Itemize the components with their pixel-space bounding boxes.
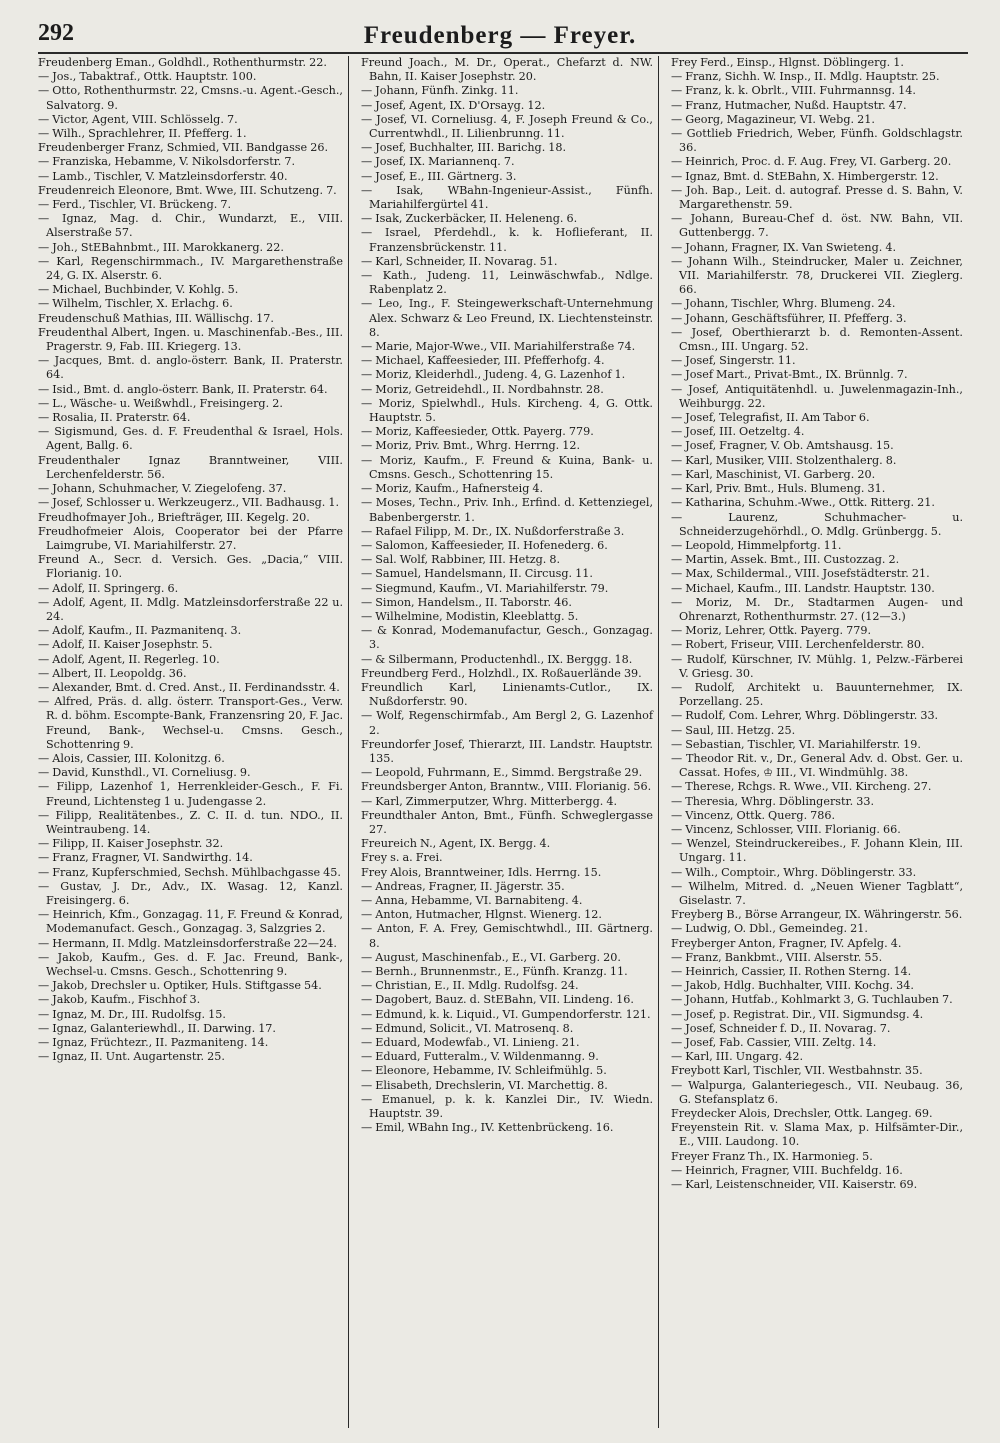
directory-entry: — Johann, Tischler, Whrg. Blumeng. 24.	[671, 297, 896, 311]
columns	[38, 56, 968, 1428]
directory-entry: — Karl, Maschinist, VI. Garberg. 20.	[671, 467, 876, 481]
directory-entry: — August, Maschinenfab., E., VI. Garberg. 20.	[361, 950, 621, 964]
directory-entry: — Edmund, Solicit., VI. Matrosenq. 8.	[361, 1021, 574, 1035]
directory-entry: — Moriz, Priv. Bmt., Whrg. Herrng. 12.	[361, 439, 581, 453]
directory-entry: — Michael, Kaufm., III. Landstr. Hauptstr. 130.	[671, 581, 935, 595]
directory-entry: — Wilhelm, Mitred. d. „Neuen Wiener Tagblatt“, Giselastr. 7.	[671, 879, 963, 907]
directory-entry: Freureich N., Agent, IX. Bergg. 4.	[361, 837, 551, 851]
directory-entry: — Joh., StEBahnbmt., III. Marokkanerg. 22.	[38, 240, 284, 254]
directory-entry: — Ignaz, Früchtezr., II. Pazmaniteng. 14.	[38, 1036, 269, 1050]
directory-entry: — Josef, III. Oetzeltg. 4.	[671, 425, 805, 439]
directory-entry: — Emil, WBahn Ing., IV. Kettenbrückeng. 16.	[361, 1121, 614, 1135]
directory-entry: Freyenstein Rit. v. Slama Max, p. Hilfsämter-Dir., E., VIII. Laudong. 10.	[671, 1121, 963, 1149]
directory-entry: — Karl, III. Ungarg. 42.	[671, 1050, 804, 1064]
directory-entry: Freydecker Alois, Drechsler, Ottk. Langeg. 69.	[671, 1107, 933, 1121]
directory-entry: Freundlich Karl, Linienamts-Cutlor., IX. Nußdorferstr. 90.	[361, 680, 653, 709]
directory-entry: Freudhofmeier Alois, Cooperator bei der Pfarre Laimgrube, VI. Mariahilferstr. 27.	[38, 524, 343, 552]
directory-entry: — Johann Wilh., Steindrucker, Maler u. Zeichner, VII. Mariahilferstr. 78, Druckerei VII. Zieglerg. 66.	[671, 254, 963, 297]
running-head: Freudenberg — Freyer.	[363, 22, 637, 49]
directory-entry: — Josef, p. Registrat. Dir., VII. Sigmundsg. 4.	[671, 1007, 924, 1021]
directory-entry: — Johann, Hutfab., Kohlmarkt 3, G. Tuchlauben 7.	[671, 993, 953, 1007]
directory-entry: — Josef, Singerstr. 11.	[671, 354, 796, 368]
directory-entry: — Kath., Judeng. 11, Leinwäschwfab., Ndlge. Rabenplatz 2.	[361, 269, 653, 297]
directory-entry: — Ignaz, M. Dr., III. Rudolfsg. 15.	[38, 1007, 226, 1021]
directory-entry: Frey Alois, Branntweiner, Idls. Herrng. 15.	[361, 865, 602, 879]
directory-entry: — Adolf, II. Springerg. 6.	[38, 581, 179, 595]
directory-entry: — Heinrich, Fragner, VIII. Buchfeldg. 16.	[671, 1163, 903, 1177]
directory-entry: — Heinrich, Proc. d. F. Aug. Frey, VI. Garberg. 20.	[671, 155, 952, 169]
directory-entry: — Josef, Fragner, V. Ob. Amtshausg. 15.	[671, 439, 894, 453]
directory-entry: — Adolf, Agent, II. Regerleg. 10.	[38, 652, 220, 666]
directory-entry: — Jakob, Kaufm., Fischhof 3.	[38, 993, 201, 1007]
directory-entry: — Alfred, Präs. d. allg. österr. Transport-Ges., Verw. R. d. böhm. Escompte-Bank, Franzensring 20, F. Jac. Freund, Bank-, Wechsel-u. Cmsns. Gesch., Schottenring 9.	[38, 695, 343, 751]
directory-entry: — Jakob, Hdlg. Buchhalter, VIII. Kochg. 34.	[671, 979, 914, 993]
directory-entry: — Karl, Priv. Bmt., Huls. Blumeng. 31.	[671, 482, 886, 496]
directory-entry: — Rafael Filipp, M. Dr., IX. Nußdorferstraße 3.	[361, 524, 625, 538]
directory-entry: — Adolf, Agent, II. Mdlg. Matzleinsdorferstraße 22 u. 24.	[38, 595, 343, 623]
directory-entry: — Anton, Hutmacher, Hlgnst. Wienerg. 12.	[361, 908, 602, 922]
directory-entry: — Karl, Zimmerputzer, Whrg. Mitterbergg. 4.	[361, 794, 618, 808]
directory-entry: — Rudolf, Com. Lehrer, Whrg. Döblingerstr. 33.	[671, 709, 939, 723]
directory-entry: — Leo, Ing., F. Steingewerkschaft-Unternehmung Alex. Schwarz & Leo Freund, IX. Liechtensteinstr. 8.	[361, 297, 653, 339]
directory-entry: — Ignaz, Mag. d. Chir., Wundarzt, E., VIII. Alserstraße 57.	[38, 212, 343, 240]
directory-entry: — Moriz, Lehrer, Ottk. Payerg. 779.	[671, 624, 872, 638]
directory-entry: — Leopold, Fuhrmann, E., Simmd. Bergstraße 29.	[361, 766, 643, 780]
directory-entry: — Adolf, II. Kaiser Josephstr. 5.	[38, 638, 213, 652]
directory-entry: — Sal. Wolf, Rabbiner, III. Hetzg. 8.	[361, 553, 561, 567]
directory-entry: — Alois, Cassier, III. Kolonitzg. 6.	[38, 751, 225, 765]
directory-entry: — Josef, Fab. Cassier, VIII. Zeltg. 14.	[671, 1036, 877, 1050]
directory-entry: — Joh. Bap., Leit. d. autograf. Presse d. S. Bahn, V. Margarethenstr. 59.	[671, 183, 963, 212]
directory-entry: — Karl, Leistenschneider, VII. Kaiserstr. 69.	[671, 1178, 918, 1192]
directory-entry: — Franz, Kupferschmied, Sechsh. Mühlbachgasse 45.	[38, 865, 341, 879]
directory-entry: — Lamb., Tischler, V. Matzleinsdorferstr. 40.	[38, 169, 288, 183]
directory-entry: Freudenberger Franz, Schmied, VII. Bandgasse 26.	[38, 141, 329, 155]
directory-entry: Freudenberg Eman., Goldhdl., Rothenthurmstr. 22.	[38, 56, 327, 69]
directory-entry: — Andreas, Fragner, II. Jägerstr. 35.	[361, 879, 565, 893]
directory-entry: — Franz, k. k. Obrlt., VIII. Fuhrmannsg. 14.	[671, 84, 916, 98]
directory-entry: — Samuel, Handelsmann, II. Circusg. 11.	[361, 567, 593, 581]
directory-entry: — Marie, Major-Wwe., VII. Mariahilferstraße 74.	[361, 340, 636, 354]
directory-entry: — Ignaz, Galanteriewhdl., II. Darwing. 17.	[38, 1021, 276, 1035]
directory-entry: Freudenthaler Ignaz Branntweiner, VIII. Lerchenfelderstr. 56.	[38, 453, 343, 481]
directory-entry: — Johann, Fünfh. Zinkg. 11.	[361, 84, 519, 98]
directory-entry: — Filipp, Lazenhof 1, Herrenkleider-Gesch., F. Fi. Freund, Lichtensteg 1 u. Judengasse 2.	[38, 780, 343, 808]
directory-entry: — Karl, Regenschirmmach., IV. Margarethenstraße 24, G. IX. Alserstr. 6.	[38, 254, 343, 283]
directory-entry: Freybott Karl, Tischler, VII. Westbahnstr. 35.	[671, 1064, 923, 1078]
directory-entry: — Filipp, II. Kaiser Josephstr. 32.	[38, 837, 224, 851]
directory-entry: — & Konrad, Modemanufactur, Gesch., Gonzagag. 3.	[361, 624, 653, 652]
directory-entry: — Israel, Pferdehdl., k. k. Hoflieferant, II. Franzensbrückenstr. 11.	[361, 226, 653, 254]
directory-entry: — Filipp, Realitätenbes., Z. C. II. d. tun. NDO., II. Weintraubeng. 14.	[38, 808, 343, 836]
directory-entry: — Moriz, Spielwhdl., Huls. Kircheng. 4, G. Ottk. Hauptstr. 5.	[361, 396, 653, 425]
directory-entry: — Ignaz, Bmt. d. StEBahn, X. Himbergerstr. 12.	[671, 169, 939, 183]
column-2	[348, 56, 658, 1428]
directory-entry: — Josef, Antiquitätenhdl. u. Juwelenmagazin-Inh., Weihburgg. 22.	[671, 382, 963, 410]
directory-entry: — Georg, Magazineur, VI. Webg. 21.	[671, 112, 875, 126]
directory-entry: — Sigismund, Ges. d. F. Freudenthal & Israel, Hols. Agent, Ballg. 6.	[38, 425, 343, 453]
directory-entry: — Eduard, Futteralm., V. Wildenmanng. 9.	[361, 1050, 599, 1064]
directory-entry: — Michael, Kaffeesieder, III. Pfefferhofg. 4.	[361, 354, 605, 368]
directory-entry: — Franz, Sichh. W. Insp., II. Mdlg. Hauptstr. 25.	[671, 70, 940, 84]
directory-entry: — Josef, Schlosser u. Werkzeugerz., VII. Badhausg. 1.	[38, 496, 340, 510]
directory-entry: — Vincenz, Ottk. Querg. 786.	[671, 808, 836, 822]
directory-entry: — Isid., Bmt. d. anglo-österr. Bank, II. Praterstr. 64.	[38, 382, 328, 396]
directory-entry: — Anton, F. A. Frey, Gemischtwhdl., III. Gärtnerg. 8.	[361, 922, 653, 950]
directory-entry: — Karl, Musiker, VIII. Stolzenthalerg. 8.	[671, 453, 897, 467]
directory-entry: — Laurenz, Schuhmacher- u. Schneiderzugehörhdl., O. Mdlg. Grünbergg. 5.	[671, 510, 963, 538]
directory-entry: — Ludwig, O. Dbl., Gemeindeg. 21.	[671, 922, 868, 936]
directory-entry: — Max, Schildermal., VIII. Josefstädterstr. 21.	[671, 567, 930, 581]
directory-entry: — Wilhelm, Tischler, X. Erlachg. 6.	[38, 297, 233, 311]
directory-entry: Frey s. a. Frei.	[361, 851, 443, 865]
directory-entry: — Eleonore, Hebamme, IV. Schleifmühlg. 5.	[361, 1064, 607, 1078]
directory-entry: — Jakob, Drechsler u. Optiker, Huls. Stiftgasse 54.	[38, 979, 322, 993]
directory-entry: — Josef, Schneider f. D., II. Novarag. 7.	[671, 1021, 891, 1035]
directory-entry: — Moriz, Getreidehdl., II. Nordbahnstr. 28.	[361, 382, 604, 396]
directory-entry: — Theresia, Whrg. Döblingerstr. 33.	[671, 794, 875, 808]
directory-entry: — Vincenz, Schlosser, VIII. Florianig. 66.	[671, 822, 901, 836]
directory-entry: — Franz, Bankbmt., VIII. Alserstr. 55.	[671, 950, 883, 964]
directory-entry: — Josef Mart., Privat-Bmt., IX. Brünnlg. 7.	[671, 368, 908, 382]
directory-entry: — Theodor Rit. v., Dr., General Adv. d. Obst. Ger. u. Cassat. Hofes, ♔ III., VI. Windmühlg. 38.	[671, 751, 963, 780]
directory-entry: — Anna, Hebamme, VI. Barnabiteng. 4.	[361, 893, 583, 907]
page-number: 292	[38, 20, 74, 46]
directory-entry: — Karl, Schneider, II. Novarag. 51.	[361, 254, 558, 268]
directory-entry: — Jacques, Bmt. d. anglo-österr. Bank, II. Praterstr. 64.	[38, 354, 343, 382]
directory-entry: Frey Ferd., Einsp., Hlgnst. Döblingerg. 1.	[671, 56, 904, 69]
directory-entry: Freudenschuß Mathias, III. Wällischg. 17.	[38, 311, 274, 325]
directory-entry: — Victor, Agent, VIII. Schlösselg. 7.	[38, 112, 238, 126]
directory-entry: — & Silbermann, Productenhdl., IX. Berggg. 18.	[361, 652, 633, 666]
directory-entry: — Josef, Telegrafist, II. Am Tabor 6.	[671, 411, 870, 425]
directory-entry: — Emanuel, p. k. k. Kanzlei Dir., IV. Wiedn. Hauptstr. 39.	[361, 1092, 653, 1121]
directory-entry: — Moriz, M. Dr., Stadtarmen Augen- und Ohrenarzt, Rothenthurmstr. 27. (12—3.)	[671, 595, 963, 623]
directory-entry: — Simon, Handelsm., II. Taborstr. 46.	[361, 595, 572, 609]
directory-entry: — Johann, Schuhmacher, V. Ziegelofeng. 37.	[38, 482, 287, 496]
directory-entry: — Leopold, Himmelpfortg. 11.	[671, 538, 842, 552]
directory-entry: — Wilh., Comptoir., Whrg. Döblingerstr. 33.	[671, 865, 917, 879]
directory-entry: Freudenthal Albert, Ingen. u. Maschinenfab.-Bes., III. Pragerstr. 9, Fab. III. Kriegerg. 13.	[38, 325, 343, 354]
directory-entry: — Ignaz, II. Unt. Augartenstr. 25.	[38, 1050, 225, 1064]
directory-entry: Freyberg B., Börse Arrangeur, IX. Währingerstr. 56.	[671, 908, 963, 922]
directory-entry: — Moriz, Kaufm., F. Freund & Kuina, Bank- u. Cmsns. Gesch., Schottenring 15.	[361, 453, 653, 481]
directory-entry: — Adolf, Kaufm., II. Pazmanitenq. 3.	[38, 624, 242, 638]
column-3	[658, 56, 968, 1428]
directory-entry: — Wilhelmine, Modistin, Kleeblattg. 5.	[361, 609, 579, 623]
directory-entry: — Jos., Tabaktraf., Ottk. Hauptstr. 100.	[38, 70, 257, 84]
column-1	[38, 56, 348, 1428]
directory-entry: — Dagobert, Bauz. d. StEBahn, VII. Lindeng. 16.	[361, 993, 634, 1007]
directory-entry: — Heinrich, Cassier, II. Rothen Sterng. 14.	[671, 965, 912, 978]
directory-entry: — Saul, III. Hetzg. 25.	[671, 723, 796, 737]
directory-entry: — Salomon, Kaffeesieder, II. Hofenederg. 6.	[361, 538, 608, 552]
directory-entry: Freudhofmayer Joh., Briefträger, III. Kegelg. 20.	[38, 510, 310, 524]
directory-entry: — Josef, Buchhalter, III. Barichg. 18.	[361, 141, 567, 155]
directory-entry: — Isak, Zuckerbäcker, II. Heleneng. 6.	[361, 212, 578, 226]
directory-entry: — Franz, Fragner, VI. Sandwirthg. 14.	[38, 851, 253, 865]
directory-entry: — Josef, IX. Mariannenq. 7.	[361, 155, 515, 169]
directory-entry: — Gottlieb Friedrich, Weber, Fünfh. Goldschlagstr. 36.	[671, 127, 963, 155]
directory-entry: — Moriz, Kaufm., Hafnersteig 4.	[361, 482, 544, 496]
directory-entry: Freundberg Ferd., Holzhdl., IX. Roßauerlände 39.	[361, 666, 642, 680]
directory-entry: — Therese, Rchgs. R. Wwe., VII. Kircheng. 27.	[671, 780, 932, 794]
directory-entry: — Otto, Rothenthurmstr. 22, Cmsns.-u. Agent.-Gesch., Salvatorg. 9.	[38, 84, 343, 112]
directory-entry: — Moses, Techn., Priv. Inh., Erfind. d. Kettenziegel, Babenbergerstr. 1.	[361, 496, 653, 524]
directory-entry: — Rudolf, Kürschner, IV. Mühlg. 1, Pelzw.-Färberei V. Griesg. 30.	[671, 652, 963, 680]
directory-entry: Freund A., Secr. d. Versich. Ges. „Dacia,“ VIII. Florianig. 10.	[38, 553, 343, 581]
header-rule	[38, 52, 968, 54]
directory-entry: — Eduard, Modewfab., VI. Linieng. 21.	[361, 1036, 580, 1050]
directory-entry: — Josef, Agent, IX. D'Orsayg. 12.	[361, 98, 546, 112]
directory-entry: — Johann, Bureau-Chef d. öst. NW. Bahn, VII. Guttenbergg. 7.	[671, 212, 963, 240]
directory-entry: — Walpurga, Galanteriegesch., VII. Neubaug. 36, G. Stefansplatz 6.	[671, 1078, 963, 1106]
directory-entry: — L., Wäsche- u. Weißwhdl., Freisingerg. 2.	[38, 396, 283, 410]
directory-entry: — Wilh., Sprachlehrer, II. Pfefferg. 1.	[38, 127, 247, 141]
directory-entry: — Isak, WBahn-Ingenieur-Assist., Fünfh. Mariahilfergürtel 41.	[361, 183, 653, 212]
directory-entry: Freudenreich Eleonore, Bmt. Wwe, III. Schutzeng. 7.	[38, 183, 337, 197]
directory-entry: — Elisabeth, Drechslerin, VI. Marchettig. 8.	[361, 1078, 608, 1092]
directory-entry: — Josef, VI. Corneliusg. 4, F. Joseph Freund & Co., Currentwhdl., II. Lilienbrunng. 11.	[361, 112, 653, 141]
directory-entry: Freund Joach., M. Dr., Operat., Chefarzt d. NW. Bahn, II. Kaiser Josephstr. 20.	[361, 56, 653, 84]
directory-entry: — Johann, Fragner, IX. Van Swieteng. 4.	[671, 240, 897, 254]
directory-entry: — Michael, Buchbinder, V. Kohlg. 5.	[38, 283, 239, 297]
directory-entry: — Moriz, Kaffeesieder, Ottk. Payerg. 779.	[361, 425, 594, 439]
directory-entry: — Christian, E., II. Mdlg. Rudolfsg. 24.	[361, 979, 579, 993]
directory-entry: — Ferd., Tischler, VI. Brückeng. 7.	[38, 198, 232, 212]
directory-entry: — Gustav, J. Dr., Adv., IX. Wasag. 12, Kanzl. Freisingerg. 6.	[38, 879, 343, 907]
directory-entry: — Rosalia, II. Praterstr. 64.	[38, 411, 191, 425]
directory-entry: Freyer Franz Th., IX. Harmonieg. 5.	[671, 1149, 873, 1163]
directory-entry: — Josef, Oberthierarzt b. d. Remonten-Assent. Cmsn., III. Ungarg. 52.	[671, 325, 963, 354]
directory-entry: Freundthaler Anton, Bmt., Fünfh. Schweglergasse 27.	[361, 808, 653, 836]
directory-entry: — Wolf, Regenschirmfab., Am Bergl 2, G. Lazenhof 2.	[361, 709, 653, 737]
directory-entry: — Moriz, Kleiderhdl., Judeng. 4, G. Lazenhof 1.	[361, 368, 626, 382]
directory-entry: — Jakob, Kaufm., Ges. d. F. Jac. Freund, Bank-, Wechsel-u. Cmsns. Gesch., Schottenring 9.	[38, 950, 343, 978]
directory-entry: — Hermann, II. Mdlg. Matzleinsdorferstraße 22—24.	[38, 936, 337, 950]
directory-entry: — Franz, Hutmacher, Nußd. Hauptstr. 47.	[671, 98, 907, 112]
directory-entry: — Sebastian, Tischler, VI. Mariahilferstr. 19.	[671, 737, 921, 751]
directory-entry: Freyberger Anton, Fragner, IV. Apfelg. 4.	[671, 936, 902, 950]
directory-entry: — Alexander, Bmt. d. Cred. Anst., II. Ferdinandsstr. 4.	[38, 680, 340, 694]
directory-entry: — Franziska, Hebamme, V. Nikolsdorferstr. 7.	[38, 155, 296, 169]
directory-entry: — David, Kunsthdl., VI. Corneliusg. 9.	[38, 766, 251, 780]
directory-entry: Freundorfer Josef, Thierarzt, III. Landstr. Hauptstr. 135.	[361, 737, 653, 765]
directory-entry: — Josef, E., III. Gärtnerg. 3.	[361, 169, 517, 183]
directory-entry: — Bernh., Brunnenmstr., E., Fünfh. Kranzg. 11.	[361, 965, 628, 978]
directory-entry: — Siegmund, Kaufm., VI. Mariahilferstr. 79.	[361, 581, 609, 595]
directory-entry: — Robert, Friseur, VIII. Lerchenfelderstr. 80.	[671, 638, 925, 652]
directory-entry: — Martin, Assek. Bmt., III. Custozzag. 2.	[671, 553, 900, 567]
directory-entry: — Albert, II. Leopoldg. 36.	[38, 666, 187, 680]
directory-entry: — Heinrich, Kfm., Gonzagag. 11, F. Freund & Konrad, Modemanufact. Gesch., Gonzagag. 3, Salzgries 2.	[38, 908, 343, 936]
directory-entry: — Katharina, Schuhm.-Wwe., Ottk. Ritterg. 21.	[671, 496, 935, 510]
directory-entry: — Edmund, k. k. Liquid., VI. Gumpendorferstr. 121.	[361, 1007, 651, 1021]
directory-entry: — Johann, Geschäftsführer, II. Pfefferg. 3.	[671, 311, 907, 325]
directory-entry: — Wenzel, Steindruckereibes., F. Johann Klein, III. Ungarg. 11.	[671, 837, 963, 865]
directory-entry: — Rudolf, Architekt u. Bauunternehmer, IX. Porzellang. 25.	[671, 680, 963, 709]
directory-entry: Freundsberger Anton, Branntw., VIII. Florianig. 56.	[361, 780, 652, 794]
